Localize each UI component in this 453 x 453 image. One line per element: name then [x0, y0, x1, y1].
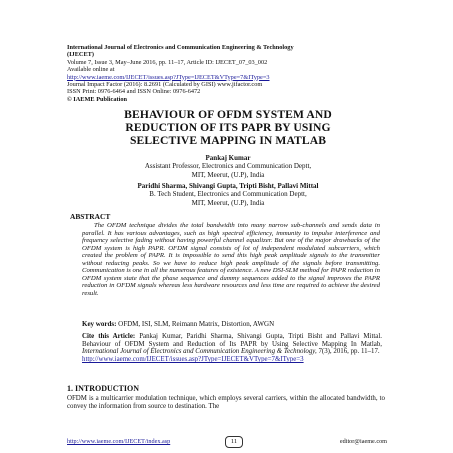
author-location: MIT, Meerut, (U.P), India — [191, 198, 265, 207]
title-line-1: BEHAVIOUR OF OFDM SYSTEM AND — [124, 108, 332, 121]
keywords-text: OFDM, ISI, SLM, Reimann Matrix, Distortion, AWGN — [118, 320, 275, 328]
volume-line: Volume 7, Issue 3, May–June 2016, pp. 11–17, Article ID: IJECET_07_03_002 — [67, 58, 268, 66]
journal-url-link[interactable]: http://www.iaeme.com/IJECET/issues.asp?JType=IJECET&VType=7&IType=3 — [67, 73, 270, 81]
author-names: Paridhi Sharma, Shivangi Gupta, Tripti Bisht, Pallavi Mittal — [137, 182, 319, 190]
keywords-label: Key words: — [82, 320, 117, 328]
footer-email[interactable]: editor@iaeme.com — [339, 438, 387, 445]
journal-header — [67, 44, 397, 103]
cite-text-b: 7(3), 2016, pp. 11–17. — [318, 348, 380, 356]
author-block-1 — [70, 154, 386, 179]
publisher-line: © IAEME Publication — [67, 95, 127, 103]
cite-url-link[interactable]: http://www.iaeme.com/IJECET/issues.asp?JType=IJECET&VType=7&IType=3 — [82, 356, 304, 364]
footer-url-link[interactable]: http://www.iaeme.com/IJECET/index.asp — [67, 438, 171, 445]
author-affiliation: B. Tech Student, Electronics and Communication Deptt, — [149, 190, 307, 199]
title-line-2: REDUCTION OF ITS PAPR BY USING — [125, 121, 331, 135]
citation-block — [82, 333, 382, 364]
paper-title — [70, 108, 386, 148]
author-location: MIT, Meerut, (U.P), India — [191, 170, 265, 179]
page-number: 11 — [225, 436, 243, 448]
abstract-heading: ABSTRACT — [70, 212, 111, 221]
introduction-text: OFDM is a multicarrier modulation technique, which employs several carriers, within the allocated bandwidth, to convey the information from source to destination. The — [67, 395, 385, 410]
journal-name-line1: International Journal of Electronics and Communication Engineering & Technology — [67, 44, 294, 51]
journal-name-line2: (IJECET) — [67, 51, 94, 59]
issn-line: ISSN Print: 0976-6464 and ISSN Online: 0976-6472 — [67, 88, 201, 96]
available-online: Available online at — [67, 66, 115, 74]
cite-text-a: Pankaj Kumar, Paridhi Sharma, Shivangi Gupta, Tripti Bisht and Pallavi Mittal. Behaviour of OFDM System and Reduction of Its PAPR by Using Selective Mapping In Matlab, — [82, 333, 382, 348]
cite-journal: International Journal of Electronics and Communication Engineering & Technology, — [82, 348, 317, 356]
introduction-heading: 1. INTRODUCTION — [67, 384, 140, 393]
author-name: Pankaj Kumar — [205, 154, 251, 162]
abstract-text: The OFDM technique divides the total bandwidth into many narrow sub-channels and sends data in parallel. It has various advantages, such as high spectral efficiency, immunity to impulse interference and frequency selective fading without having powerful channel equalizer. But one of the major drawbacks of the OFDM system is high PAPR. OFDM signal consists of lot of independent modulated subcarriers, which created the problem of PAPR. It is impossible to send this high peak amplitude signals to the transmitter without reducing peaks. So we have to reduce high peak amplitude of the signals before transmitting. Communication is one in all the numerous features of existence. A new DSI-SLM method for PAPR reduction in OFDM system state that the phase sequence and dummy sequences added to the signal improves the PAPR reduction in OFDM signals whereas less hardware resources and less time are required to achieve the desired result. — [82, 222, 380, 297]
impact-factor: Journal Impact Factor (2016): 8.2691 (Calculated by GISI) www.jifactor.com — [67, 81, 263, 89]
cite-label: Cite this Article: — [82, 333, 136, 340]
author-affiliation: Assistant Professor, Electronics and Communication Deptt, — [144, 162, 312, 171]
page-footer — [67, 436, 387, 448]
title-line-3: SELECTIVE MAPPING IN MATLAB — [129, 134, 327, 148]
keywords — [82, 320, 382, 328]
author-block-2 — [70, 182, 386, 207]
